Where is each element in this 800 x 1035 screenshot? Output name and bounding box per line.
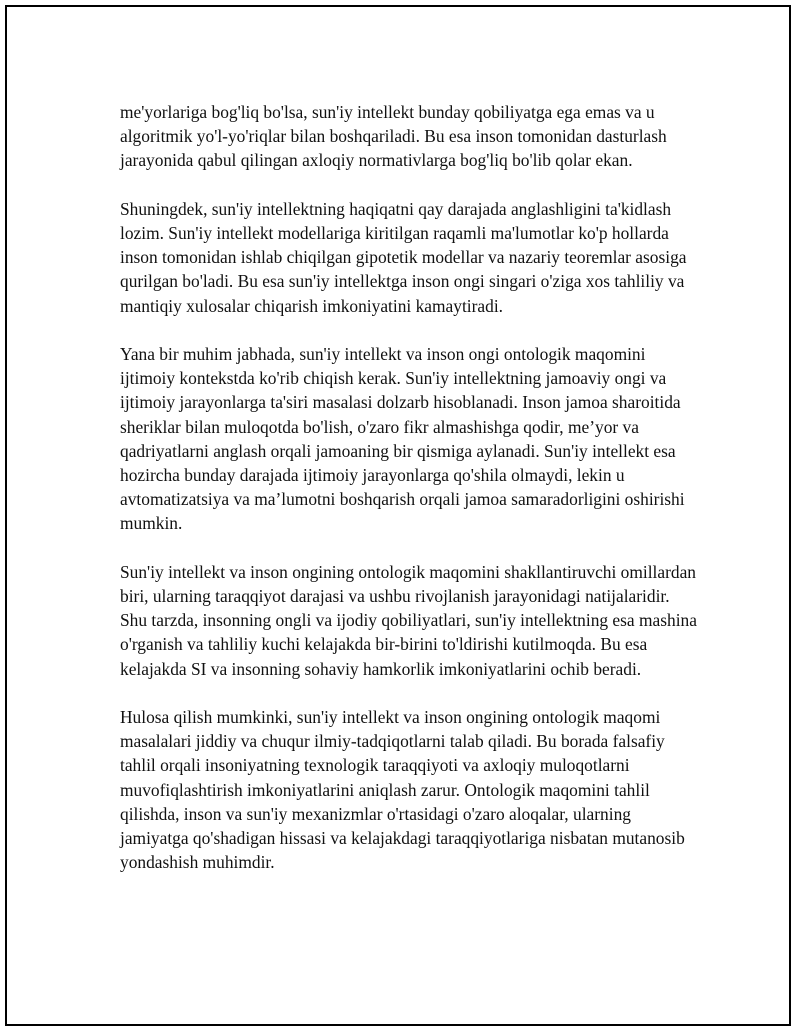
paragraph-5: Hulosa qilish mumkinki, sun'iy intellekt va inson ongining ontologik maqomi masalalari jiddiy va chuqur ilmiy-tadqiqotlarni talab qiladi. Bu borada falsafiy tahlil orqali insoniyatning texnologik taraqqiyoti va axloqiy muloqotlarni muvofiqlashtirish imkoniyatlarini aniqlash zarur. Ontologik maqomini tahlil qilishda, inson va sun'iy mexanizmlar o'rtasidagi o'zaro aloqalar, ularning jamiyatga qo'shadigan hissasi va kelajakdagi taraqqiyotlariga nisbatan mutanosib yondashish muhimdir. — [120, 707, 685, 873]
paragraph-1: me'yorlariga bog'liq bo'lsa, sun'iy intellekt bunday qobiliyatga ega emas va u algoritmik yo'l-yo'riqlar bilan boshqariladi. Bu esa inson tomonidan dasturlash jarayonida qabul qilingan axloqiy normativlarga bog'liq bo'lib qolar ekan. — [120, 102, 667, 171]
paragraph-2: Shuningdek, sun'iy intellektning haqiqatni qay darajada anglashligini ta'kidlash lozim. Sun'iy intellekt modellariga kiritilgan raqamli ma'lumotlar ko'p hollarda inson tomonidan ishlab chiqilgan gipotetik modellar va nazariy teoremlar asosiga qurilgan bo'ladi. Bu esa sun'iy intellektga inson ongi singari o'ziga xos tahliliy va mantiqiy xulosalar chiqarish imkoniyatini kamaytiradi. — [120, 198, 687, 316]
page-frame — [5, 5, 791, 1026]
paragraph-3: Yana bir muhim jabhada, sun'iy intellekt va inson ongi ontologik maqomini ijtimoiy kontekstda ko'rib chiqish kerak. Sun'iy intellektning jamoaviy ongi va ijtimoiy jarayonlarga ta'siri masalasi dolzarb hisoblanadi. Inson jamoa sharoitida sheriklar bilan muloqotda bo'lish, o'zaro fikr almashishga qodir, me’yor va qadriyatlarni anglash orqali jamoaning bir qismiga aylanadi. Sun'iy intellekt esa hozircha bunday darajada ijtimoiy jarayonlarga qo'shila olmaydi, lekin u avtomatizatsiya va ma’lumotni boshqarish orqali jamoa samaradorligini oshirishi mumkin. — [120, 344, 685, 534]
paragraph-4: Sun'iy intellekt va inson ongining ontologik maqomini shakllantiruvchi omillardan biri, ularning taraqqiyot darajasi va ushbu rivojlanish jarayonidagi natijalaridir. Shu tarzda, insonning ongli va ijodiy qobiliyatlari, sun'iy intellektning esa mashina o'rganish va tahliliy kuchi kelajakda bir-birini to'ldirishi kutilmoqda. Bu esa kelajakda SI va insonning sohaviy hamkorlik imkoniyatlarini ochib beradi. — [120, 561, 697, 679]
document-body — [120, 100, 700, 899]
